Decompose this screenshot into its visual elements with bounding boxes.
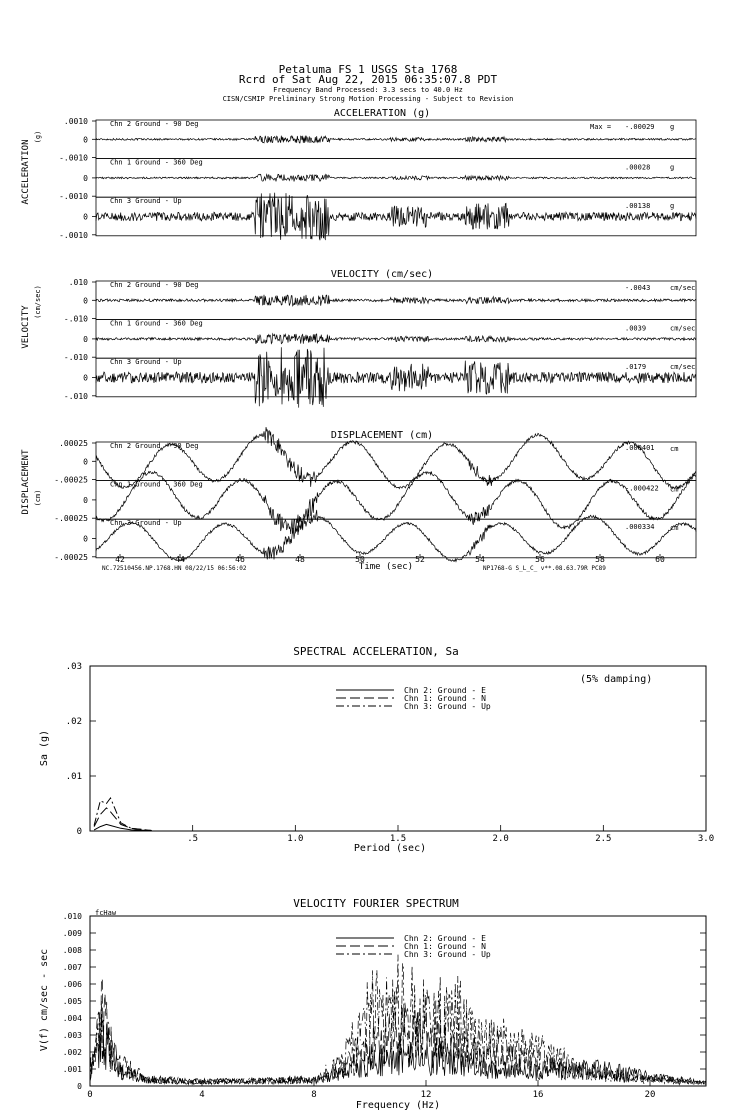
sa-legend-label: Chn 2: Ground - E [404, 686, 486, 695]
velocity-panel [21, 269, 696, 408]
sa-y-tick-label: .03 [65, 662, 82, 672]
sa-y-tick-label: .02 [65, 717, 82, 727]
time-tick-label: 48 [295, 555, 305, 564]
fourier-spectrum-panel [39, 897, 706, 1111]
processing-note: CISN/CSMIP Preliminary Strong Motion Processing - Subject to Revision [222, 95, 514, 103]
fs-y-tick-label: .010 [62, 912, 82, 921]
fs-y-tick-label: .003 [62, 1031, 82, 1040]
waveform-trace [96, 174, 696, 181]
fs-x-tick-label: 0 [87, 1090, 93, 1100]
channel-label: Chn 1 Ground - 360 Deg [110, 158, 203, 167]
fs-y-tick-label: 0 [77, 1082, 82, 1091]
sa-damping-note: (5% damping) [580, 674, 653, 685]
fs-y-tick-label: .004 [62, 1014, 82, 1023]
fs-legend-label: Chn 3: Ground - Up [404, 950, 491, 959]
strip-frame [96, 519, 696, 558]
spectral-acceleration-panel [39, 645, 714, 854]
station-title: Petaluma FS 1 USGS Sta 1768 [278, 63, 458, 76]
fs-x-tick-label: 12 [420, 1090, 432, 1100]
sa-x-tick-label: 2.0 [492, 834, 509, 844]
waveform-trace [96, 193, 696, 241]
velocity-yunits: (cm/sec) [34, 285, 42, 319]
fs-legend-label: Chn 1: Ground - N [404, 942, 486, 951]
y-tick-label: -.0010 [59, 230, 88, 240]
acceleration-title: ACCELERATION (g) [333, 108, 431, 119]
waveform-trace [96, 295, 696, 306]
displacement-title: DISPLACEMENT (cm) [330, 430, 434, 441]
sa-frame [90, 666, 706, 831]
channel-label: Chn 1 Ground - 360 Deg [110, 480, 203, 489]
fs-legend [336, 934, 491, 959]
time-axis-label: Time (sec) [358, 562, 414, 572]
fs-xlabel: Frequency (Hz) [355, 1100, 441, 1111]
channel-label: Chn 2 Ground - 90 Deg [110, 442, 199, 450]
channel-max-value: .00138 [625, 202, 651, 211]
channel-max-value: .000334 [625, 523, 655, 532]
fs-series-line [90, 955, 706, 1085]
y-tick-label: 0 [83, 173, 88, 183]
fs-title: VELOCITY FOURIER SPECTRUM [293, 897, 459, 910]
channel-unit: cm/sec [670, 363, 696, 372]
velocity-ylabel: VELOCITY [21, 305, 31, 349]
time-tick-label: 56 [535, 555, 545, 564]
y-tick-label: -.0010 [59, 192, 88, 202]
sa-x-tick-label: 2.5 [595, 834, 612, 844]
channel-label: Chn 2 Ground - 90 Deg [110, 120, 199, 128]
y-tick-label: .00025 [59, 439, 88, 448]
y-tick-label: -.00025 [54, 475, 88, 485]
time-tick-label: 58 [595, 555, 605, 564]
y-tick-label: -.010 [63, 314, 88, 324]
sa-y-tick-label: .01 [65, 772, 82, 782]
time-tick-label: 50 [355, 555, 365, 564]
sa-legend-label: Chn 1: Ground - N [404, 694, 486, 703]
processing-id-footer: NP1768-G S_L_C_ v**.08.63.79R PC89 [483, 565, 606, 572]
y-tick-label: -.010 [63, 391, 88, 401]
acceleration-ylabel: ACCELERATION [21, 139, 31, 205]
fs-series-line [90, 979, 706, 1085]
waveform-trace [96, 510, 696, 562]
y-tick-label: -.00025 [54, 514, 88, 524]
fs-ylabel: V(f) cm/sec - sec [39, 948, 50, 1052]
channel-max-value: .00028 [625, 163, 651, 172]
channel-label: Chn 3 Ground - Up [110, 197, 182, 206]
waveform-trace [96, 136, 696, 143]
acceleration-panel [21, 108, 696, 240]
channel-max-value: -.0043 [625, 284, 651, 292]
fs-y-tick-label: .007 [62, 963, 82, 972]
fs-y-tick-label: .006 [62, 980, 82, 989]
y-tick-label: 0 [83, 135, 88, 145]
fs-y-tick-label: .008 [62, 946, 82, 955]
sa-x-tick-label: .5 [187, 834, 199, 844]
y-tick-label: -.0010 [59, 153, 88, 163]
channel-max-value: -.00029 [625, 123, 655, 131]
time-tick-label: 54 [475, 555, 485, 564]
sa-x-tick-label: 1.5 [389, 834, 407, 844]
time-tick-label: 42 [115, 555, 125, 564]
y-tick-label: -.010 [63, 353, 88, 363]
fs-legend-label: Chn 2: Ground - E [404, 934, 486, 943]
fs-series [90, 955, 706, 1085]
channel-label: Chn 2 Ground - 90 Deg [110, 281, 199, 289]
y-tick-label: -.00025 [54, 552, 88, 562]
channel-unit: cm/sec [670, 284, 696, 292]
waveform-trace [96, 334, 696, 344]
fs-x-tick-label: 8 [311, 1090, 317, 1100]
sa-y-tick-label: 0 [76, 827, 82, 837]
y-tick-label: 0 [83, 334, 88, 344]
waveform-trace [96, 347, 696, 407]
channel-label: Chn 3 Ground - Up [110, 358, 182, 367]
sa-legend [336, 686, 491, 711]
sa-x-tick-label: 1.0 [287, 834, 304, 844]
time-tick-label: 44 [175, 555, 185, 564]
channel-unit: cm [670, 524, 679, 533]
sa-xlabel: Period (sec) [353, 843, 427, 854]
time-tick-label: 46 [235, 555, 245, 564]
time-tick-label: 60 [655, 555, 665, 564]
channel-label: Chn 1 Ground - 360 Deg [110, 319, 203, 328]
y-tick-label: .010 [68, 278, 88, 287]
sa-axis-ticks [66, 662, 714, 844]
velocity-title: VELOCITY (cm/sec) [330, 269, 434, 280]
sa-title: SPECTRAL ACCELERATION, Sa [293, 645, 459, 658]
fs-corner-label: fcHaw [95, 909, 117, 917]
channel-unit: cm/sec [670, 324, 696, 333]
acceleration-yunits: (g) [34, 130, 42, 144]
channel-max-value: .0039 [625, 324, 647, 333]
sa-series [94, 798, 152, 831]
displacement-yunits: (cm) [34, 489, 42, 507]
fs-frame [90, 916, 706, 1086]
channel-unit: cm [670, 445, 679, 453]
y-tick-label: 0 [83, 457, 88, 467]
y-tick-label: 0 [83, 373, 88, 383]
frequency-band: Frequency Band Processed: 3.3 secs to 40.0 Hz [273, 86, 463, 94]
sa-x-tick-label: 3.0 [697, 834, 715, 844]
y-tick-label: 0 [83, 212, 88, 222]
max-prefix: Max = [590, 123, 612, 131]
channel-unit: cm [670, 485, 679, 494]
y-tick-label: 0 [83, 495, 88, 505]
channel-max-value: .0179 [625, 363, 647, 372]
time-tick-label: 52 [415, 555, 425, 564]
fs-y-tick-label: .009 [62, 929, 82, 938]
record-date: Rcrd of Sat Aug 22, 2015 06:35:07.8 PDT [238, 73, 498, 86]
channel-unit: g [670, 123, 675, 131]
fs-y-tick-label: .001 [62, 1065, 82, 1074]
fs-x-tick-label: 20 [644, 1090, 656, 1100]
sa-legend-label: Chn 3: Ground - Up [404, 702, 491, 711]
channel-unit: g [670, 202, 675, 211]
y-tick-label: 0 [83, 296, 88, 306]
displacement-ylabel: DISPLACEMENT [21, 449, 31, 515]
y-tick-label: .0010 [63, 117, 88, 126]
sa-series-line [94, 808, 152, 831]
sa-ylabel: Sa (g) [39, 729, 50, 767]
channel-unit: g [670, 163, 675, 172]
fs-y-tick-label: .002 [62, 1048, 82, 1057]
fs-x-tick-label: 16 [532, 1090, 544, 1100]
channel-label: Chn 3 Ground - Up [110, 519, 182, 528]
fs-x-tick-label: 4 [199, 1090, 205, 1100]
y-tick-label: 0 [83, 534, 88, 544]
displacement-panel [21, 427, 696, 572]
record-id-footer: NC.72510456.NP.1768.HN 08/22/15 06:56:02 [102, 565, 247, 572]
channel-max-value: -.000422 [625, 484, 659, 493]
fs-y-tick-label: .005 [62, 997, 82, 1006]
channel-max-value: .000401 [625, 444, 655, 452]
